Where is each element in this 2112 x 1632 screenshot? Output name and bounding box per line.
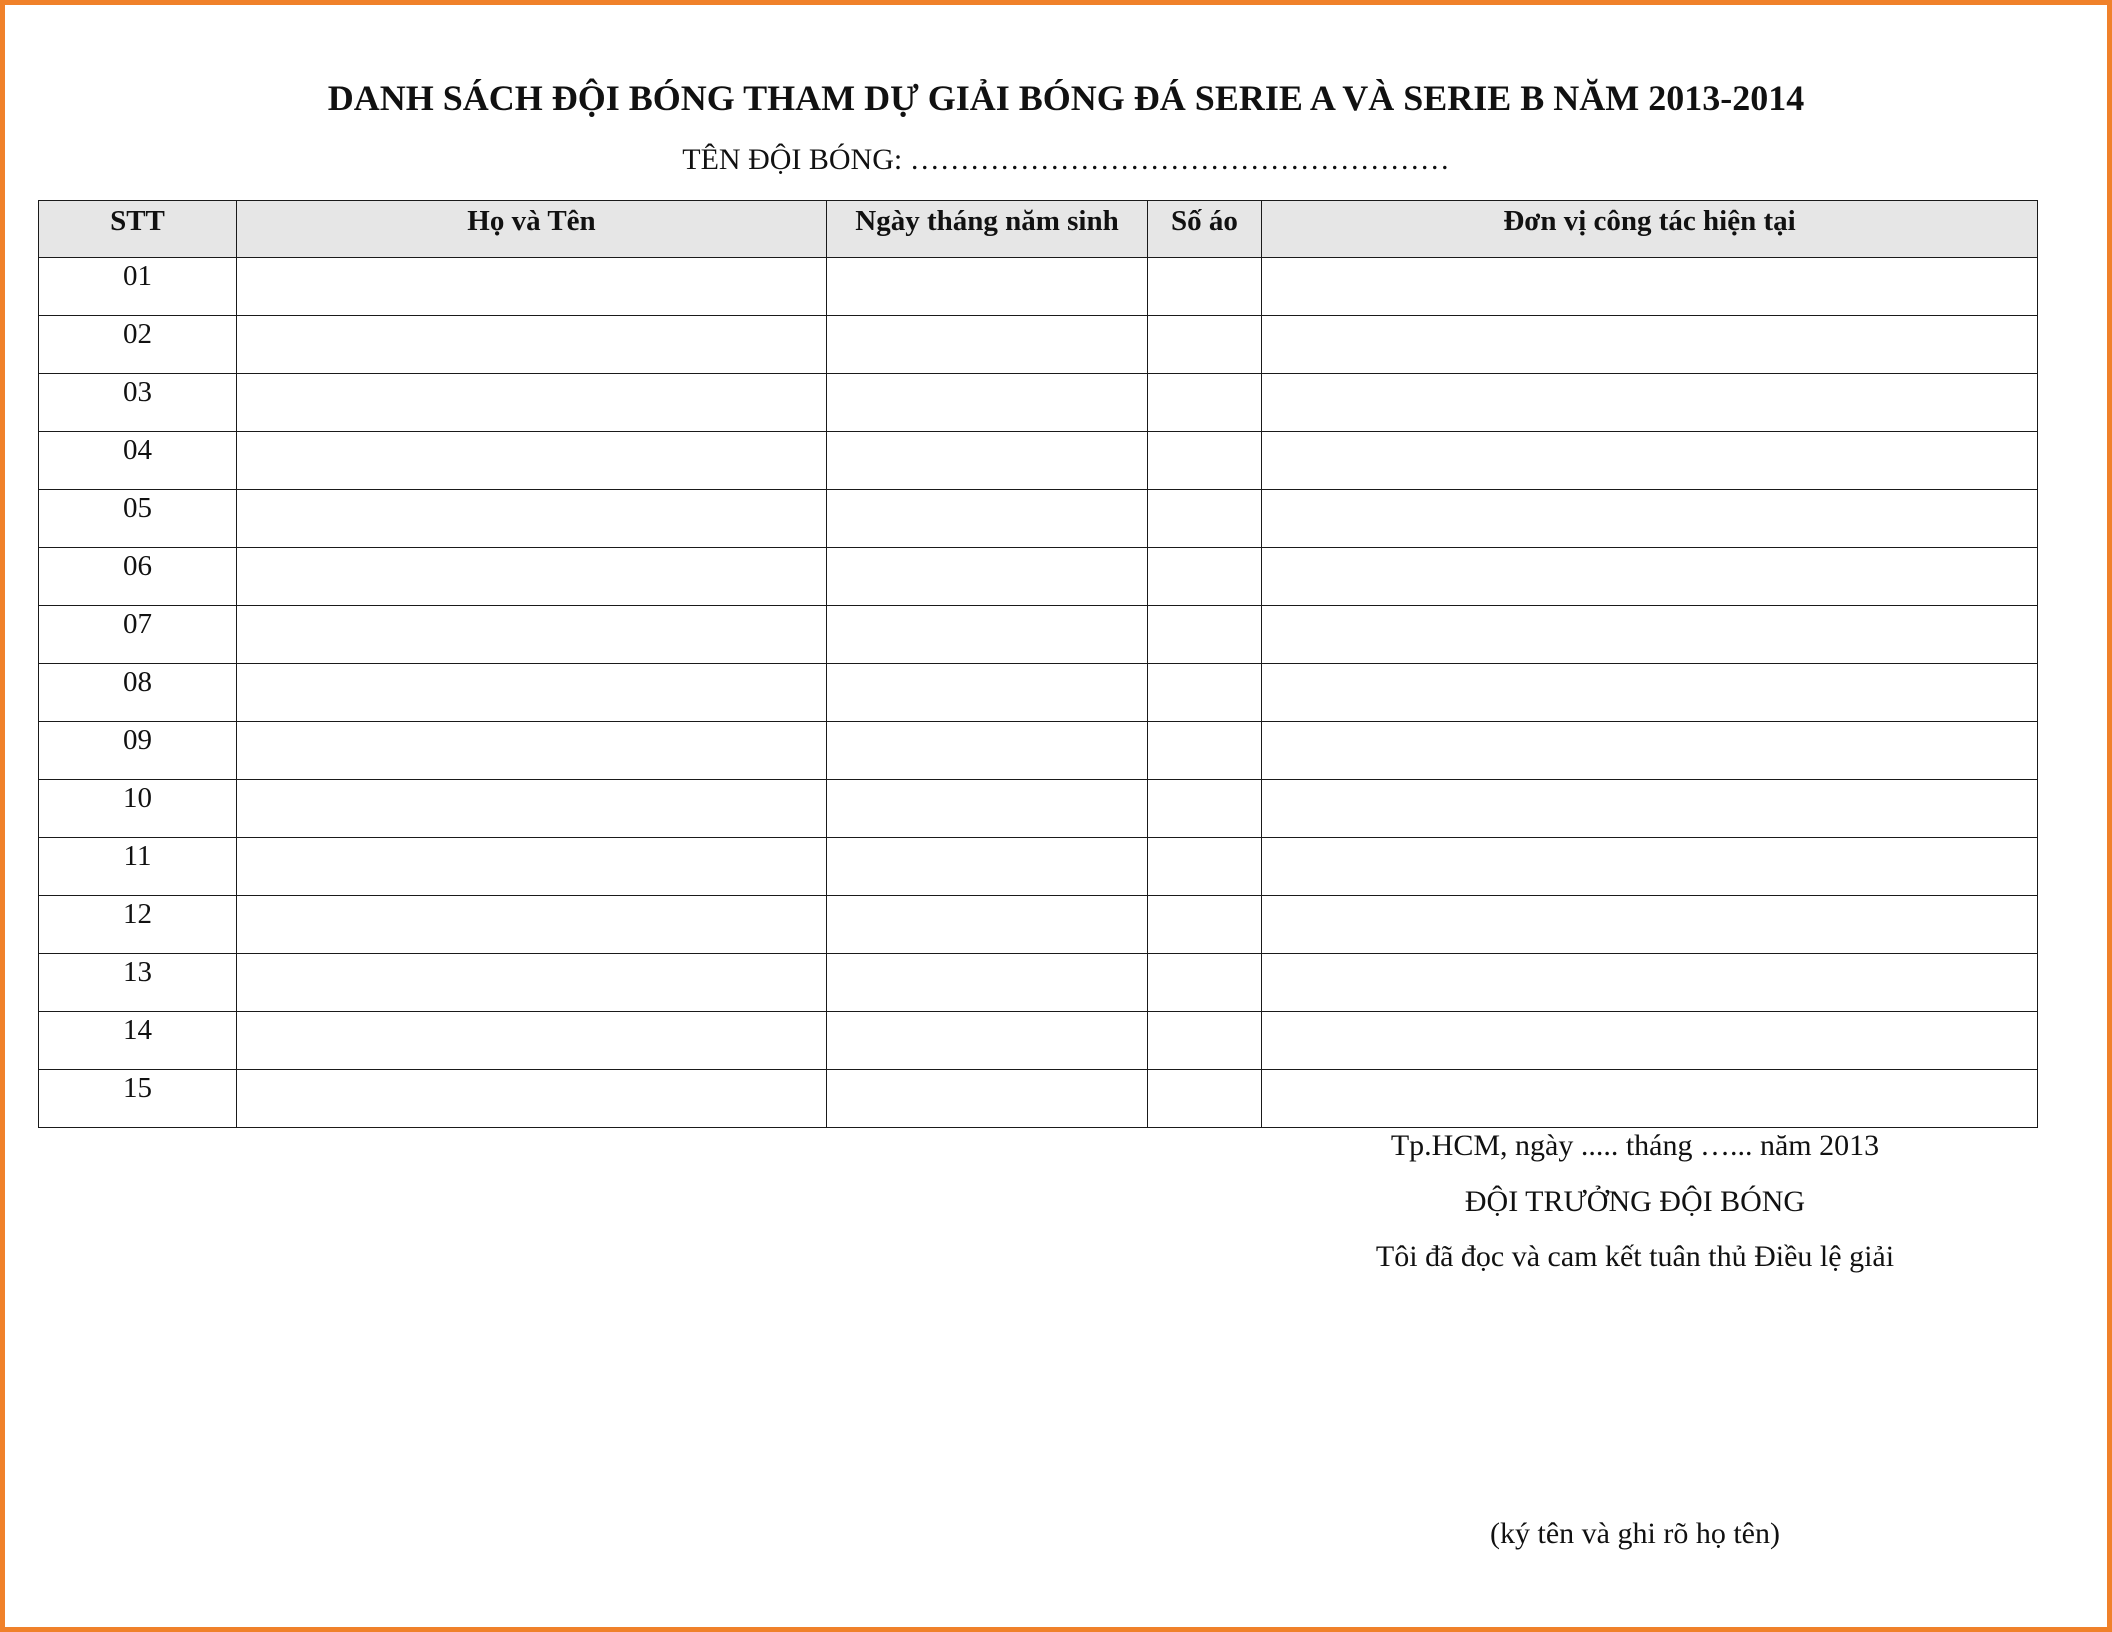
- table-row: [39, 1012, 2038, 1070]
- table-row: [39, 838, 2038, 896]
- table-row: [39, 316, 2038, 374]
- cell-date-of-birth[interactable]: [827, 954, 1148, 1012]
- table-row: [39, 954, 2038, 1012]
- team-name-line: TÊN ĐỘI BÓNG: ………………………………………………: [682, 143, 1450, 176]
- cell-full-name[interactable]: [237, 258, 827, 316]
- table-row: [39, 374, 2038, 432]
- table-row: [39, 258, 2038, 316]
- table-header-row: [39, 201, 2038, 258]
- table-row: [39, 664, 2038, 722]
- cell-full-name[interactable]: [237, 548, 827, 606]
- cell-current-workplace[interactable]: [1262, 374, 2038, 432]
- cell-stt: 05: [39, 490, 237, 548]
- cell-date-of-birth[interactable]: [827, 1012, 1148, 1070]
- cell-date-of-birth[interactable]: [827, 548, 1148, 606]
- cell-current-workplace[interactable]: [1262, 258, 2038, 316]
- player-roster-table: [38, 200, 2038, 1128]
- cell-current-workplace[interactable]: [1262, 954, 2038, 1012]
- cell-stt: 10: [39, 780, 237, 838]
- cell-shirt-number[interactable]: [1148, 374, 1262, 432]
- date-line: Tp.HCM, ngày ..... tháng …... năm 2013: [1390, 1129, 1880, 1162]
- header-shirt-number: Số áo: [1148, 201, 1262, 258]
- cell-shirt-number[interactable]: [1148, 664, 1262, 722]
- cell-full-name[interactable]: [237, 374, 827, 432]
- cell-shirt-number[interactable]: [1148, 258, 1262, 316]
- cell-shirt-number[interactable]: [1148, 606, 1262, 664]
- cell-stt: 04: [39, 432, 237, 490]
- cell-current-workplace[interactable]: [1262, 1070, 2038, 1128]
- cell-date-of-birth[interactable]: [827, 490, 1148, 548]
- cell-full-name[interactable]: [237, 838, 827, 896]
- header-date-of-birth: Ngày tháng năm sinh: [827, 201, 1148, 258]
- cell-shirt-number[interactable]: [1148, 316, 1262, 374]
- cell-date-of-birth[interactable]: [827, 258, 1148, 316]
- cell-current-workplace[interactable]: [1262, 432, 2038, 490]
- cell-full-name[interactable]: [237, 896, 827, 954]
- cell-shirt-number[interactable]: [1148, 548, 1262, 606]
- table-row: [39, 606, 2038, 664]
- cell-current-workplace[interactable]: [1262, 722, 2038, 780]
- table-row: [39, 780, 2038, 838]
- cell-stt: 08: [39, 664, 237, 722]
- cell-stt: 01: [39, 258, 237, 316]
- cell-stt: 09: [39, 722, 237, 780]
- commitment-statement: Tôi đã đọc và cam kết tuân thủ Điều lệ giải: [1375, 1240, 1895, 1273]
- cell-full-name[interactable]: [237, 722, 827, 780]
- cell-shirt-number[interactable]: [1148, 954, 1262, 1012]
- cell-shirt-number[interactable]: [1148, 432, 1262, 490]
- cell-current-workplace[interactable]: [1262, 490, 2038, 548]
- cell-date-of-birth[interactable]: [827, 780, 1148, 838]
- table-row: [39, 432, 2038, 490]
- cell-shirt-number[interactable]: [1148, 490, 1262, 548]
- captain-title: ĐỘI TRƯỞNG ĐỘI BÓNG: [1464, 1185, 1806, 1218]
- cell-stt: 13: [39, 954, 237, 1012]
- cell-stt: 07: [39, 606, 237, 664]
- cell-full-name[interactable]: [237, 1012, 827, 1070]
- cell-shirt-number[interactable]: [1148, 896, 1262, 954]
- cell-current-workplace[interactable]: [1262, 896, 2038, 954]
- header-current-workplace: Đơn vị công tác hiện tại: [1262, 201, 2038, 258]
- cell-date-of-birth[interactable]: [827, 722, 1148, 780]
- cell-current-workplace[interactable]: [1262, 664, 2038, 722]
- header-stt: STT: [39, 201, 237, 258]
- cell-shirt-number[interactable]: [1148, 1070, 1262, 1128]
- cell-date-of-birth[interactable]: [827, 316, 1148, 374]
- table-row: [39, 722, 2038, 780]
- cell-full-name[interactable]: [237, 780, 827, 838]
- cell-stt: 14: [39, 1012, 237, 1070]
- cell-shirt-number[interactable]: [1148, 1012, 1262, 1070]
- table-row: [39, 1070, 2038, 1128]
- cell-stt: 03: [39, 374, 237, 432]
- cell-current-workplace[interactable]: [1262, 780, 2038, 838]
- signature-note: (ký tên và ghi rõ họ tên): [1490, 1517, 1780, 1550]
- document-title: DANH SÁCH ĐỘI BÓNG THAM DỰ GIẢI BÓNG ĐÁ SERIE A VÀ SERIE B NĂM 2013-2014: [327, 78, 1805, 118]
- table-row: [39, 896, 2038, 954]
- cell-current-workplace[interactable]: [1262, 548, 2038, 606]
- cell-shirt-number[interactable]: [1148, 780, 1262, 838]
- cell-date-of-birth[interactable]: [827, 664, 1148, 722]
- cell-current-workplace[interactable]: [1262, 838, 2038, 896]
- cell-current-workplace[interactable]: [1262, 316, 2038, 374]
- cell-current-workplace[interactable]: [1262, 606, 2038, 664]
- header-full-name: Họ và Tên: [237, 201, 827, 258]
- cell-full-name[interactable]: [237, 432, 827, 490]
- cell-stt: 15: [39, 1070, 237, 1128]
- cell-stt: 02: [39, 316, 237, 374]
- cell-date-of-birth[interactable]: [827, 432, 1148, 490]
- cell-date-of-birth[interactable]: [827, 606, 1148, 664]
- cell-date-of-birth[interactable]: [827, 896, 1148, 954]
- cell-full-name[interactable]: [237, 490, 827, 548]
- cell-full-name[interactable]: [237, 1070, 827, 1128]
- table-row: [39, 490, 2038, 548]
- cell-current-workplace[interactable]: [1262, 1012, 2038, 1070]
- cell-date-of-birth[interactable]: [827, 1070, 1148, 1128]
- cell-stt: 06: [39, 548, 237, 606]
- cell-date-of-birth[interactable]: [827, 374, 1148, 432]
- table-row: [39, 548, 2038, 606]
- cell-full-name[interactable]: [237, 954, 827, 1012]
- cell-full-name[interactable]: [237, 316, 827, 374]
- cell-shirt-number[interactable]: [1148, 722, 1262, 780]
- roster-body: [39, 258, 2038, 1128]
- cell-stt: 12: [39, 896, 237, 954]
- cell-full-name[interactable]: [237, 664, 827, 722]
- cell-full-name[interactable]: [237, 606, 827, 664]
- cell-date-of-birth[interactable]: [827, 838, 1148, 896]
- cell-stt: 11: [39, 838, 237, 896]
- cell-shirt-number[interactable]: [1148, 838, 1262, 896]
